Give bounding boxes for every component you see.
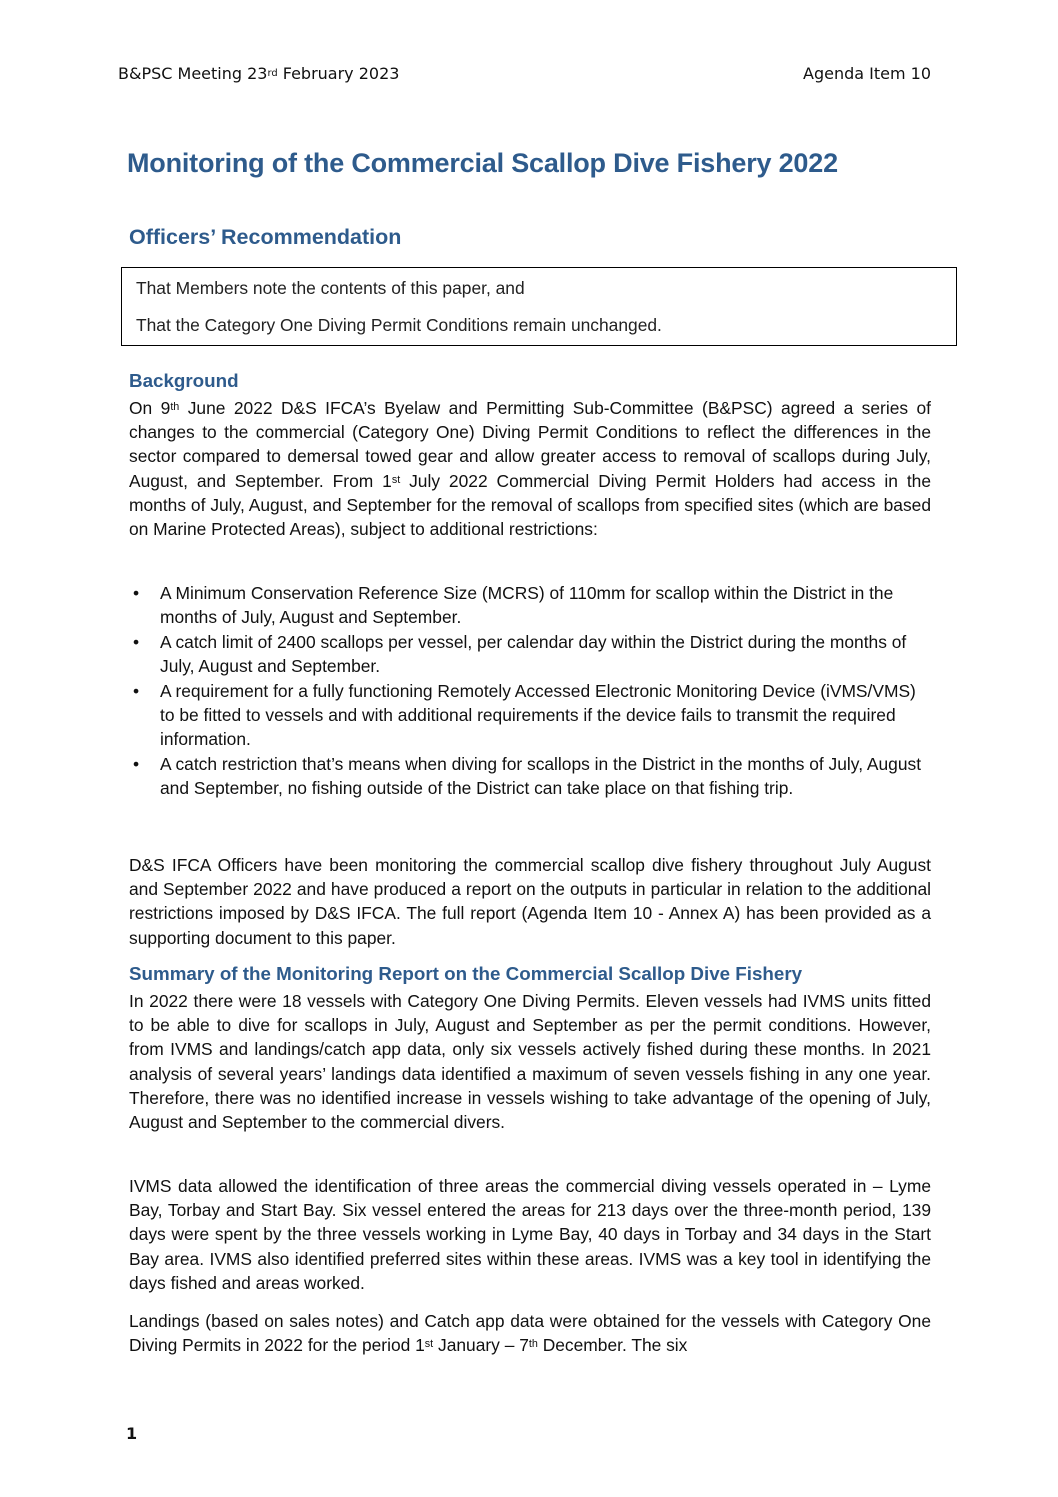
monitoring-paragraph: D&S IFCA Officers have been monitoring the commercial scallop dive fishery throughout July August and September 2022 and have produced a report on the outputs in particular in relation to the additional restrictions imposed by D&S IFCA. The full report (Agenda Item 10 - Annex A) has been provided as a supporting document to this paper. — [129, 855, 931, 948]
recommendation-line-2: That the Category One Diving Permit Conditions remain unchanged. — [136, 315, 662, 335]
background-paragraph: On 9th June 2022 D&S IFCA’s Byelaw and Permitting Sub-Committee (B&PSC) agreed a series of changes to the commercial (Category One) Diving Permit Conditions to reflect the differences in the sector compared to demersal towed gear and allow greater access to removal of scallops during July, August, and September. From 1st July 2022 Commercial Diving Permit Holders had access in the months of July, August, and September for the removal of scallops from specified sites (which are based on Marine Protected Areas), subject to additional restrictions: — [129, 398, 932, 540]
list-item: • A catch limit of 2400 scallops per vessel, per calendar day within the District during the months of July, August and September. — [132, 631, 907, 677]
summary-paragraph-2: IVMS data allowed the identification of three areas the commercial diving vessels operated in – Lyme Bay, Torbay and Start Bay. Six vessel entered the areas for 213 days over the three-month period, 139 days were spent by the three vessels working in Lyme Bay, 40 days in Torbay and 34 days in the Start Bay area. IVMS also identified preferred sites within these areas. IVMS was a key tool in identifying the days fished and areas worked. — [129, 1176, 931, 1293]
summary-heading: Summary of the Monitoring Report on the Commercial Scallop Dive Fishery — [129, 963, 803, 984]
background-heading: Background — [129, 370, 239, 391]
list-item: • A catch restriction that’s means when diving for scallops in the District in the months of July, August and September, no fishing outside of the District can take place on that fishing trip. — [132, 753, 922, 799]
header-meeting: B&PSC Meeting 23rd February 2023 — [118, 64, 400, 83]
restrictions-list — [129, 581, 931, 801]
summary-paragraph-1: In 2022 there were 18 vessels with Category One Diving Permits. Eleven vessels had IVMS units fitted to be able to dive for scallops in July, August and September as per the permit conditions. However, from IVMS and landings/catch app data, only six vessels actively fished during these months. In 2021 analysis of several years’ landings data identified a maximum of seven vessels fishing in any one year. Therefore, there was no identified increase in vessels wishing to take advantage of the opening of July, August and September to the commercial divers. — [129, 991, 931, 1133]
header-agenda-item: Agenda Item 10 — [803, 64, 931, 83]
page-number: 1 — [126, 1424, 138, 1443]
list-item: • A requirement for a fully functioning Remotely Accessed Electronic Monitoring Device (iVMS/VMS) to be fitted to vessels and with additional requirements if the device fails to transmit the required information. — [132, 680, 916, 750]
list-item: • A Minimum Conservation Reference Size (MCRS) of 110mm for scallop within the District in the months of July, August and September. — [132, 583, 894, 628]
page-title: Monitoring of the Commercial Scallop Dive Fishery 2022 — [127, 148, 838, 178]
summary-paragraph-3: Landings (based on sales notes) and Catch app data were obtained for the vessels with Category One Diving Permits in 2022 for the period 1st January – 7th December. The six — [129, 1311, 931, 1356]
recommendation-heading: Officers’ Recommendation — [129, 225, 402, 249]
recommendation-box — [121, 267, 957, 346]
recommendation-line-1: That Members note the contents of this paper, and — [136, 278, 525, 298]
